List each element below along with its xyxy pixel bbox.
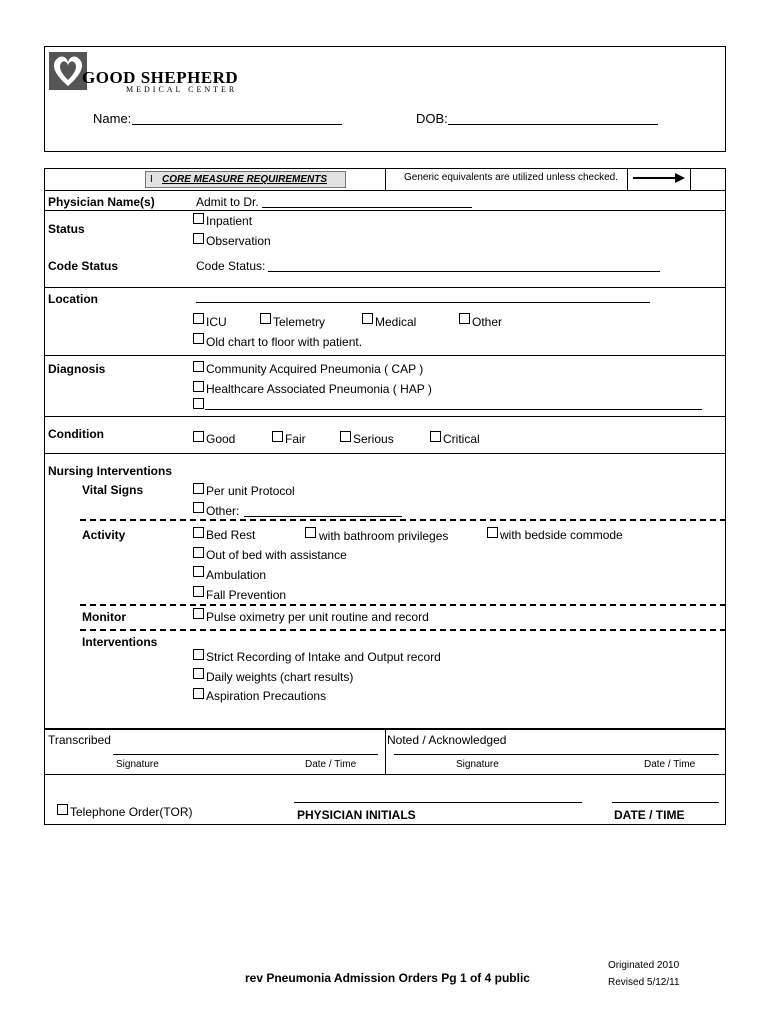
core-measure-prefix: I <box>150 174 153 185</box>
physician-initials-label: PHYSICIAN INITIALS <box>297 808 416 822</box>
banner-divider-3 <box>690 168 691 190</box>
section-dashed-divider <box>80 629 726 631</box>
icu-checkbox[interactable] <box>193 313 204 324</box>
dob-field[interactable] <box>448 124 658 125</box>
other-diagnosis-checkbox[interactable] <box>193 398 204 409</box>
ambulation-label: Ambulation <box>206 568 267 582</box>
pulse-oximetry-checkbox[interactable] <box>193 608 204 619</box>
vital-signs-label: Vital Signs <box>82 483 144 497</box>
hap-checkbox[interactable] <box>193 381 204 392</box>
transcribed-label: Transcribed <box>48 733 111 747</box>
row-divider <box>44 287 726 288</box>
daily-weights-checkbox[interactable] <box>193 668 204 679</box>
location-field[interactable] <box>196 302 650 303</box>
signature-divider <box>385 728 386 774</box>
noted-signature-field[interactable] <box>394 754 719 755</box>
good-shepherd-logo <box>48 50 239 94</box>
fall-prevention-checkbox[interactable] <box>193 586 204 597</box>
admit-to-field[interactable] <box>262 207 472 208</box>
section-dashed-divider <box>80 604 726 606</box>
cap-checkbox[interactable] <box>193 361 204 372</box>
vital-other-label: Other: <box>206 504 240 518</box>
per-unit-protocol-label: Per unit Protocol <box>206 484 295 498</box>
fall-prevention-label: Fall Prevention <box>206 588 287 602</box>
logo-name: GOOD SHEPHERD <box>82 68 239 87</box>
oob-assistance-label: Out of bed with assistance <box>206 548 347 562</box>
bathroom-privileges-checkbox[interactable] <box>305 527 316 538</box>
inpatient-label: Inpatient <box>206 214 253 228</box>
vital-other-field[interactable] <box>244 516 402 517</box>
critical-label: Critical <box>443 432 480 446</box>
observation-checkbox[interactable] <box>193 233 204 244</box>
row-divider <box>44 210 726 211</box>
telemetry-label: Telemetry <box>273 315 326 329</box>
code-status-label: Code Status <box>48 259 119 273</box>
physician-label: Physician Name(s) <box>48 195 155 209</box>
banner-divider <box>385 168 386 190</box>
bed-rest-checkbox[interactable] <box>193 527 204 538</box>
old-chart-label: Old chart to floor with patient. <box>206 335 363 349</box>
other-diagnosis-field[interactable] <box>205 409 702 410</box>
row-divider <box>44 355 726 356</box>
other-location-checkbox[interactable] <box>459 313 470 324</box>
icu-label: ICU <box>206 315 227 329</box>
activity-label: Activity <box>82 528 126 542</box>
physician-initials-field[interactable] <box>294 802 582 803</box>
arrow-right-icon <box>633 172 685 184</box>
logo-subtitle: MEDICAL CENTER <box>126 85 238 94</box>
banner-bottom-line <box>44 190 726 191</box>
bedside-commode-checkbox[interactable] <box>487 527 498 538</box>
noted-signature-caption: Signature <box>456 759 499 770</box>
ambulation-checkbox[interactable] <box>193 566 204 577</box>
transcribed-signature-field[interactable] <box>113 754 378 755</box>
observation-label: Observation <box>206 234 271 248</box>
inpatient-checkbox[interactable] <box>193 213 204 224</box>
bedside-commode-label: with bedside commode <box>500 528 623 542</box>
noted-date-caption: Date / Time <box>644 759 696 770</box>
status-label: Status <box>48 222 85 236</box>
hap-label: Healthcare Associated Pneumonia ( HAP ) <box>206 382 432 396</box>
generic-note: Generic equivalents are utilized unless checked. <box>404 172 619 183</box>
section-dashed-divider <box>80 519 726 521</box>
medical-label: Medical <box>375 315 417 329</box>
telemetry-checkbox[interactable] <box>260 313 271 324</box>
intake-output-label: Strict Recording of Intake and Output record <box>206 650 441 664</box>
aspiration-checkbox[interactable] <box>193 688 204 699</box>
critical-checkbox[interactable] <box>430 431 441 442</box>
intake-output-checkbox[interactable] <box>193 649 204 660</box>
per-unit-protocol-checkbox[interactable] <box>193 483 204 494</box>
pulse-oximetry-label: Pulse oximetry per unit routine and record <box>206 610 429 624</box>
location-label: Location <box>48 292 98 306</box>
form-title-footer: rev Pneumonia Admission Orders Pg 1 of 4 public <box>245 971 530 985</box>
name-field[interactable] <box>132 124 342 125</box>
fair-label: Fair <box>285 432 306 446</box>
nursing-interventions-label: Nursing Interventions <box>48 464 173 478</box>
tor-date-label: DATE / TIME <box>614 808 685 822</box>
name-label: Name: <box>93 111 132 126</box>
transcribed-date-caption: Date / Time <box>305 759 357 770</box>
noted-label: Noted / Acknowledged <box>387 733 507 747</box>
row-divider <box>44 453 726 454</box>
code-status-field-label: Code Status: <box>196 259 266 273</box>
transcribed-signature-caption: Signature <box>116 759 159 770</box>
dob-label: DOB: <box>416 111 448 126</box>
tor-date-field[interactable] <box>612 802 719 803</box>
aspiration-label: Aspiration Precautions <box>206 689 327 703</box>
old-chart-checkbox[interactable] <box>193 333 204 344</box>
good-label: Good <box>206 432 236 446</box>
telephone-order-label: Telephone Order(TOR) <box>70 805 193 819</box>
originated-date: Originated 2010 <box>608 960 680 971</box>
daily-weights-label: Daily weights (chart results) <box>206 670 354 684</box>
oob-assistance-checkbox[interactable] <box>193 547 204 558</box>
serious-checkbox[interactable] <box>340 431 351 442</box>
bathroom-privileges-label: with bathroom privileges <box>319 529 449 543</box>
monitor-label: Monitor <box>82 610 126 624</box>
code-status-field[interactable] <box>268 271 660 272</box>
revised-date: Revised 5/12/11 <box>608 977 680 988</box>
signature-row-line <box>44 774 726 775</box>
telephone-order-checkbox[interactable] <box>57 804 68 815</box>
cap-label: Community Acquired Pneumonia ( CAP ) <box>206 362 424 376</box>
good-checkbox[interactable] <box>193 431 204 442</box>
admit-to-label: Admit to Dr. <box>196 195 259 209</box>
condition-label: Condition <box>48 427 104 441</box>
bed-rest-label: Bed Rest <box>206 528 256 542</box>
row-divider <box>44 416 726 417</box>
interventions-label: Interventions <box>82 635 158 649</box>
fair-checkbox[interactable] <box>272 431 283 442</box>
core-measure-label: CORE MEASURE REQUIREMENTS <box>162 174 328 185</box>
banner-divider-2 <box>627 168 628 190</box>
diagnosis-label: Diagnosis <box>48 362 106 376</box>
other-location-label: Other <box>472 315 503 329</box>
serious-label: Serious <box>353 432 394 446</box>
vital-other-checkbox[interactable] <box>193 502 204 513</box>
medical-checkbox[interactable] <box>362 313 373 324</box>
